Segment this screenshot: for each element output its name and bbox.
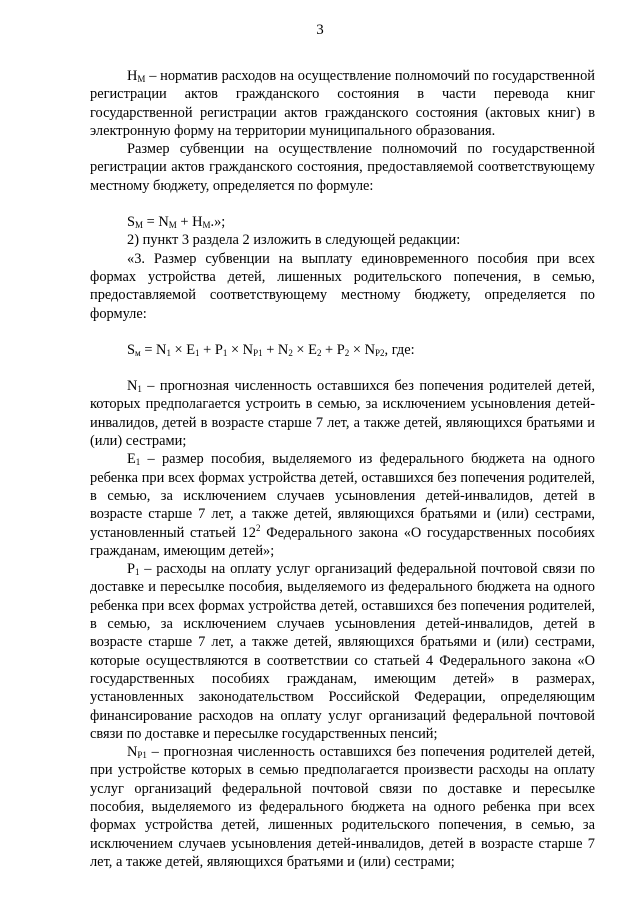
spacer	[90, 323, 595, 341]
paragraph-item-3: «3. Размер субвенции на выплату единовременного пособия при всех формах устройства детей, лишенных родительского попечения, в семью, предоставляемой соответствующему местному бюджету, определяется по формуле:	[90, 250, 595, 322]
definition-text: – норматив расходов на осуществление полномочий по государственной регистрации актов гражданского состояния в части перевода книг государственной регистрации актов гражданского состояния (актовых книг) в электронную форму на территории муниципального образования.	[90, 68, 595, 139]
formula-allowance: $S_м = N_1 \times E_1 + P_1 \times N_{P1} + N_2 \times E_2 + P_2 \times N_{P2}$, где:	[127, 341, 415, 358]
paragraph-p1-definition: $P_1$ – расходы на оплату услуг организаций федеральной почтовой связи по доставке и пересылке пособия, выделяемого из федерального бюджета на одного ребенка при всех формах устройства детей, оставшихся без попечения родителей, в семью, за исключением случаев усыновления детей-инвалидов, детей в возрасте старше 7 лет, а также детей, являющихся братьями и (или) сестрами, которые осуществляются в соответствии со статьей 4 Федерального закона «О государственных пособиях гражданам, имеющим детей» в размерах, установленных законодательством Российской Федерации, определяющим финансирование расходов на оплату услуг организаций федеральной почтовой связи по доставке и пересылке государственных пенсий;	[90, 561, 595, 742]
document-body	[90, 67, 595, 871]
paragraph-e1-definition: $E_1$ – размер пособия, выделяемого из федерального бюджета на одного ребенка при всех формах устройства детей, оставшихся без попечения родителей, в семью, за исключением случаев усыновления детей-инвалидов, детей в возрасте старше 7 лет, а также детей, являющихся братьями и (или) сестрами, установленный статьей $12^2$ Федерального закона «О государственных пособиях гражданам, имеющим детей»;	[90, 451, 596, 559]
formula-sm: $S_М = N_М + Н_М$.»;	[127, 214, 226, 231]
page-number: 3	[316, 22, 324, 38]
paragraph-n1-definition: $N_1$ – прогнозная численность оставшихся без попечения родителей детей, которых предполагается устроить в семью, за исключением усыновления детей-инвалидов, детей в возрасте старше 7 лет, а также детей, являющихся братьями и (или) сестрами;	[90, 378, 595, 450]
paragraph-np1-definition: $N_{P1}$ – прогнозная численность оставшихся без попечения родителей детей, при устройстве которых в семью предполагается произвести расходы на оплату услуг организаций федеральной почтовой связи по доставке и пересылке пособия, выделяемого из федерального бюджета на одного ребенка при всех формах устройства детей, лишенных родительского попечения, в семью, за исключением случаев усыновления детей-инвалидов, детей в возрасте старше 7 лет, а также детей, являющихся братьями и (или) сестрами;	[90, 744, 595, 870]
variable-subscript: М	[137, 74, 146, 84]
paragraph-hm-definition	[90, 67, 595, 140]
spacer	[90, 359, 595, 377]
spacer	[90, 195, 595, 213]
variable-name: Н	[127, 68, 138, 84]
paragraph-subvention-size: Размер субвенции на осуществление полномочий по государственной регистрации актов гражданского состояния, предоставляемой соответствующему местному бюджету, определяется по формуле:	[90, 141, 595, 194]
paragraph-item-2: 2) пункт 3 раздела 2 изложить в следующей редакции:	[127, 232, 461, 249]
